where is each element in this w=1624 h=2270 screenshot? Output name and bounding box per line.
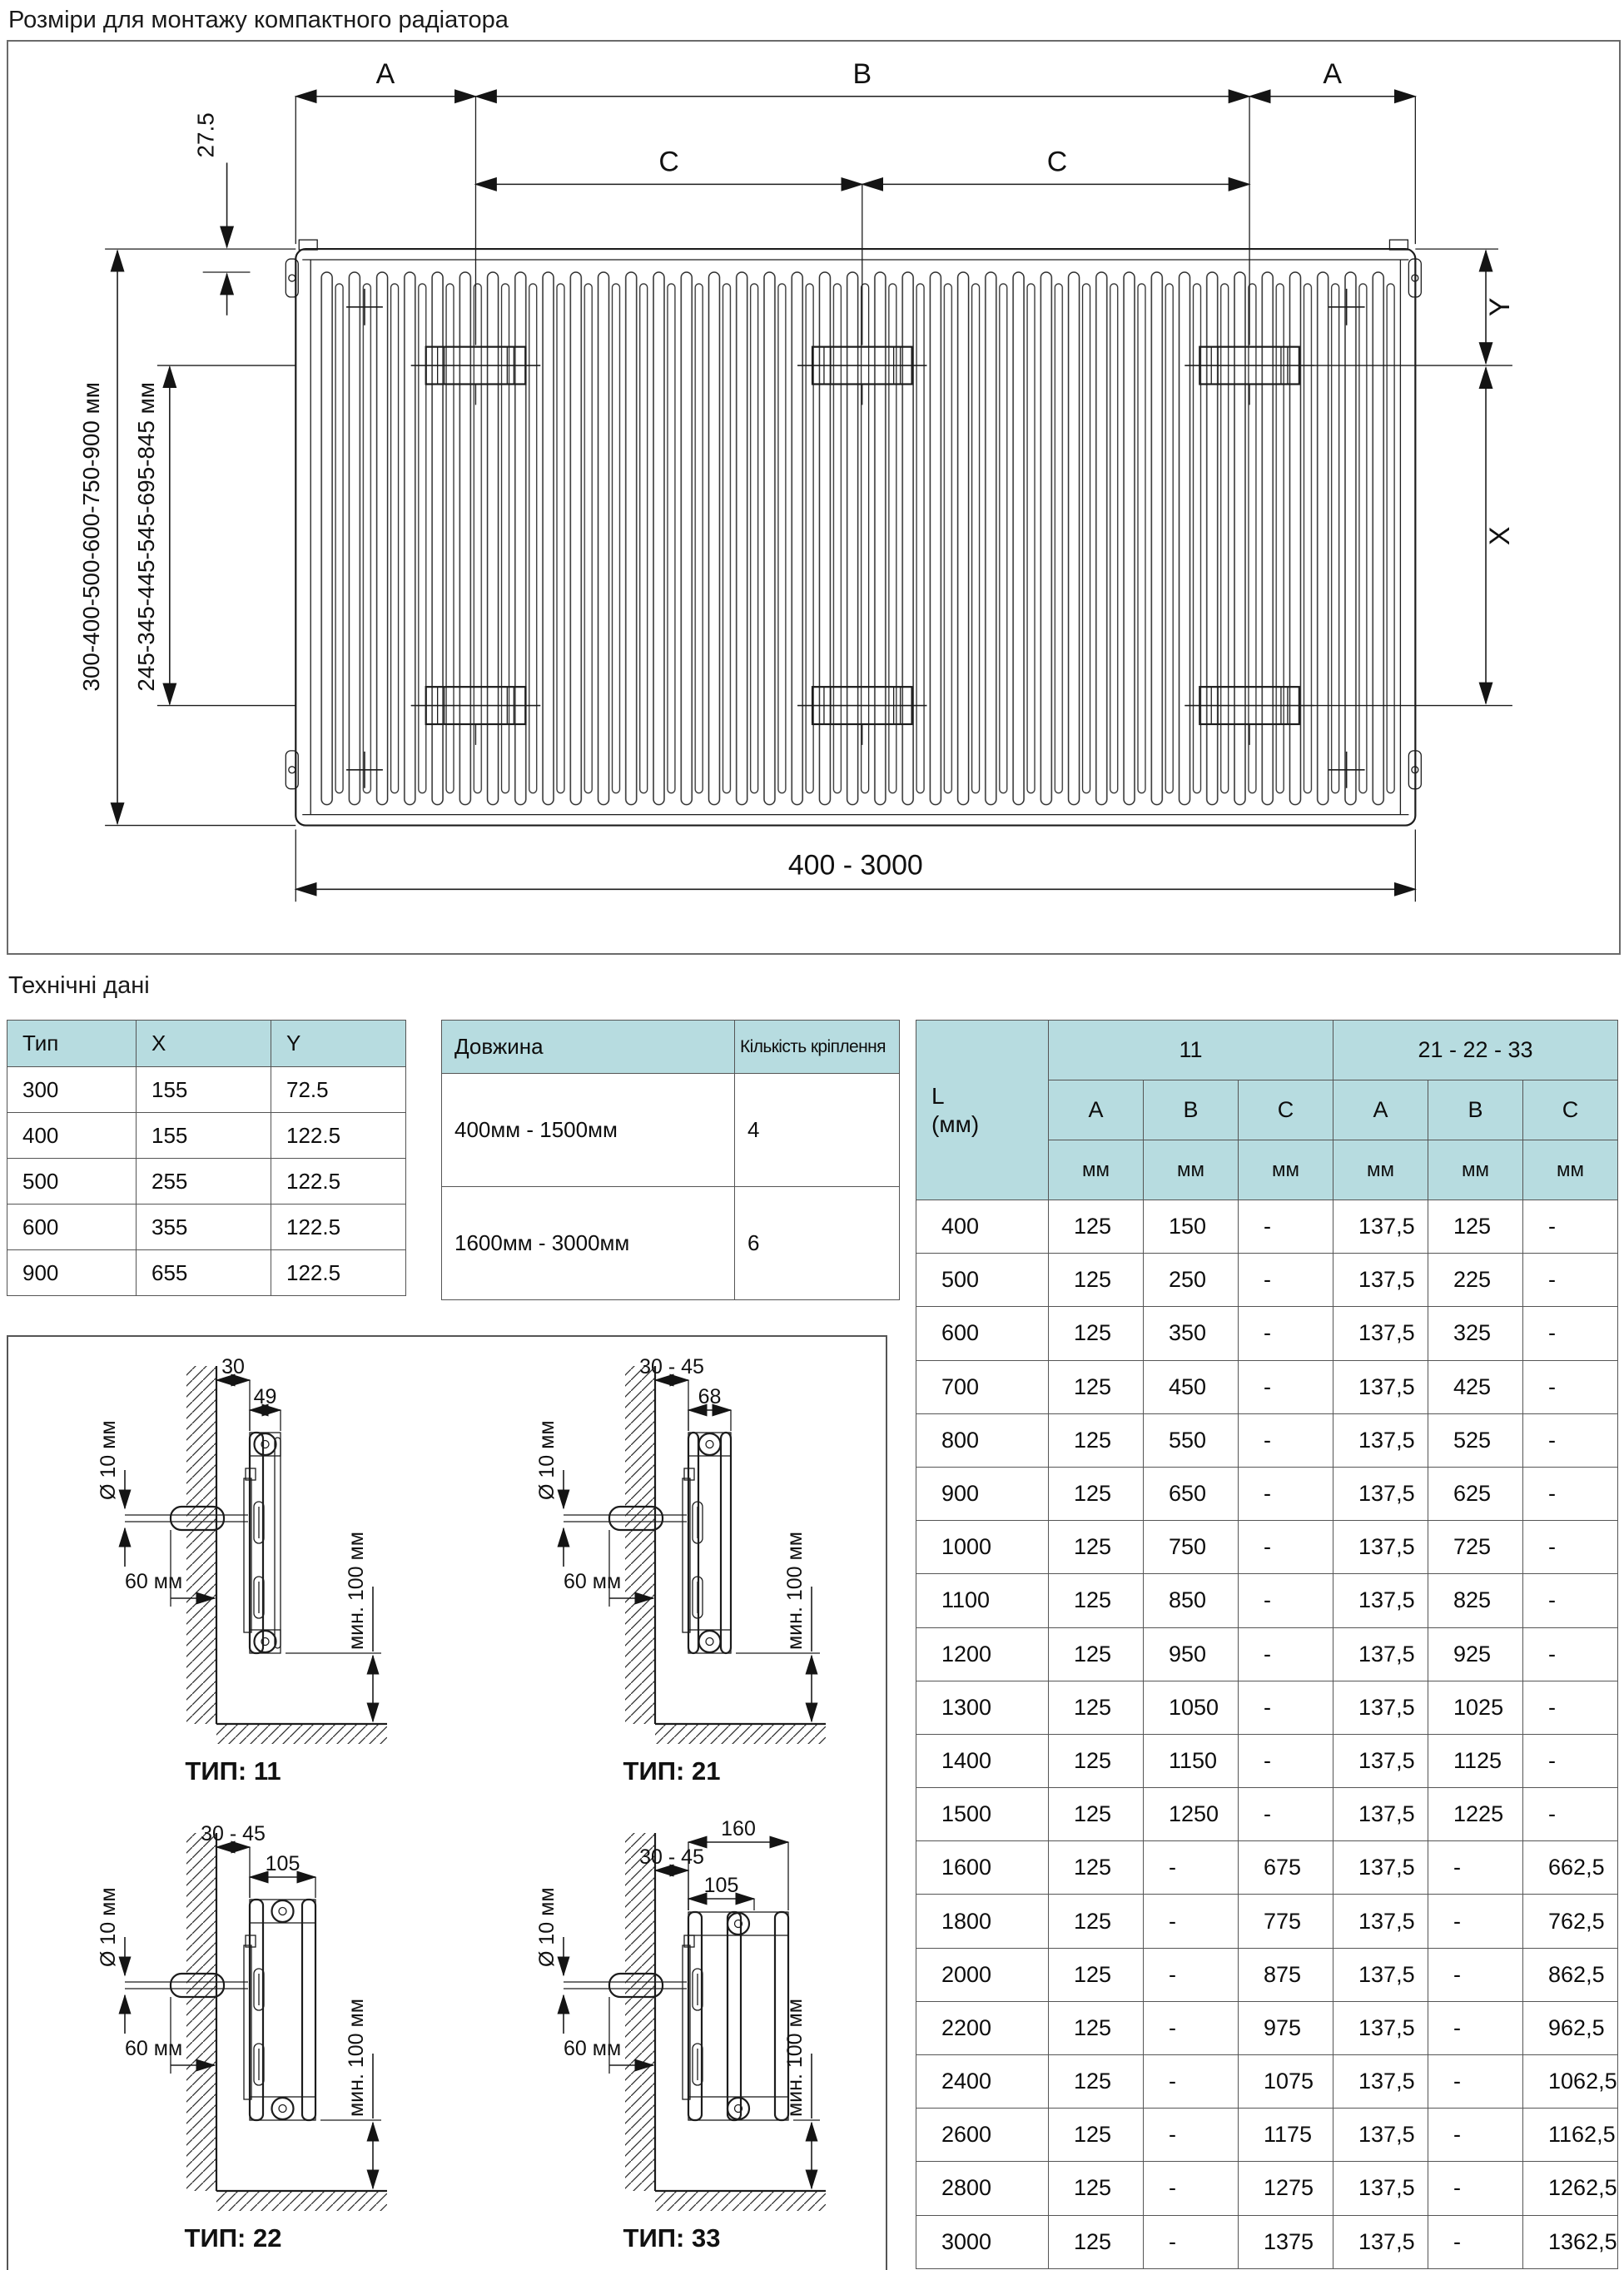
table-cell: 125 bbox=[1049, 1948, 1144, 2001]
table-row bbox=[916, 1895, 1618, 1948]
table-cell: - bbox=[1428, 1948, 1523, 2001]
hole-diameter-label: Ø 10 мм bbox=[97, 1887, 120, 1967]
table-cell: - bbox=[1523, 1627, 1618, 1681]
hole-diameter-label: Ø 10 мм bbox=[535, 1420, 559, 1500]
page-title: Розміри для монтажу компактного радіатора bbox=[8, 7, 509, 33]
table-cell: 137,5 bbox=[1333, 1734, 1428, 1787]
type-label: ТИП: 33 bbox=[623, 2223, 721, 2253]
anchor-depth-label: 60 мм bbox=[564, 1570, 622, 1593]
floor bbox=[655, 2191, 826, 2211]
table-cell: 1500 bbox=[916, 1788, 1049, 1841]
table-cell: 125 bbox=[1049, 1413, 1144, 1467]
table-cell: - bbox=[1144, 2055, 1239, 2109]
table-cell: - bbox=[1239, 1734, 1333, 1787]
table-cell: 125 bbox=[1049, 2162, 1144, 2215]
table-cell: 137,5 bbox=[1333, 1360, 1428, 1413]
table-cell: 1250 bbox=[1144, 1788, 1239, 1841]
table-cell: 1362,5 bbox=[1523, 2215, 1618, 2268]
dim-label-x: X bbox=[1483, 526, 1516, 546]
table-row bbox=[7, 1113, 406, 1159]
table-row bbox=[916, 1360, 1618, 1413]
table-cell: 2600 bbox=[916, 2109, 1049, 2162]
column-header: Y bbox=[271, 1021, 406, 1067]
table-cell: 137,5 bbox=[1333, 1467, 1428, 1520]
table-cell: 137,5 bbox=[1333, 1948, 1428, 2001]
table-cell: 125 bbox=[1049, 1574, 1144, 1627]
table-cell: 122.5 bbox=[271, 1113, 406, 1159]
table-cell: 137,5 bbox=[1333, 1895, 1428, 1948]
mount-diagram-type-33 bbox=[447, 1804, 886, 2270]
table-cell: 550 bbox=[1144, 1413, 1239, 1467]
dim-label-y: Y bbox=[1483, 297, 1516, 317]
table-cell: 1000 bbox=[916, 1521, 1049, 1574]
table-cell: 1600 bbox=[916, 1841, 1049, 1895]
table-row bbox=[7, 1205, 406, 1250]
table-cell: 400 bbox=[916, 1200, 1049, 1254]
table-row bbox=[916, 1841, 1618, 1895]
floor-clearance-label: мин. 100 мм bbox=[783, 1532, 807, 1650]
table-cell: - bbox=[1239, 1521, 1333, 1574]
table-cell: - bbox=[1428, 1841, 1523, 1895]
table-cell: 500 bbox=[916, 1254, 1049, 1307]
table-cell: 975 bbox=[1239, 2001, 1333, 2054]
unit-header: мм bbox=[1428, 1140, 1523, 1200]
unit-header: мм bbox=[1049, 1140, 1144, 1200]
table-cell: 137,5 bbox=[1333, 2055, 1428, 2109]
table-cell: 6 bbox=[735, 1187, 900, 1300]
table-cell: 1300 bbox=[916, 1681, 1049, 1734]
table-cell: 250 bbox=[1144, 1254, 1239, 1307]
table-cell: - bbox=[1523, 1200, 1618, 1254]
table-cell: 125 bbox=[1049, 2215, 1144, 2268]
table-cell: 125 bbox=[1049, 1681, 1144, 1734]
table-row bbox=[7, 1159, 406, 1205]
table-cell: - bbox=[1239, 1413, 1333, 1467]
table-cell: 625 bbox=[1428, 1467, 1523, 1520]
table-cell: 355 bbox=[137, 1205, 271, 1250]
table-cell: 125 bbox=[1049, 2055, 1144, 2109]
table-cell: 122.5 bbox=[271, 1250, 406, 1296]
table-cell: 650 bbox=[1144, 1467, 1239, 1520]
table-cell: - bbox=[1239, 1254, 1333, 1307]
fastener-count-table bbox=[441, 1020, 900, 1300]
table-row bbox=[916, 1734, 1618, 1787]
column-header: B bbox=[1144, 1080, 1239, 1140]
column-header: A bbox=[1049, 1080, 1144, 1140]
table-cell: 1375 bbox=[1239, 2215, 1333, 2268]
table-cell: 600 bbox=[916, 1307, 1049, 1360]
table-cell: - bbox=[1428, 2055, 1523, 2109]
table-row bbox=[442, 1187, 900, 1300]
table-row bbox=[916, 1307, 1618, 1360]
table-row bbox=[7, 1067, 406, 1113]
table-cell: 125 bbox=[1049, 1254, 1144, 1307]
dim-label-extra_depth: 105 bbox=[703, 1874, 739, 1897]
table-cell: - bbox=[1239, 1307, 1333, 1360]
dim-label-b: B bbox=[852, 57, 872, 90]
main-dimension-drawing-box bbox=[7, 40, 1621, 955]
table-cell: 122.5 bbox=[271, 1205, 406, 1250]
type-label: ТИП: 11 bbox=[185, 1756, 281, 1786]
table-cell: 125 bbox=[1049, 1467, 1144, 1520]
unit-header: мм bbox=[1239, 1140, 1333, 1200]
table-cell: 4 bbox=[735, 1074, 900, 1187]
table-cell: - bbox=[1144, 2109, 1239, 2162]
table-cell: - bbox=[1239, 1788, 1333, 1841]
fastener-table-header-row bbox=[442, 1021, 900, 1074]
table-cell: - bbox=[1144, 2215, 1239, 2268]
dim-label-c2: C bbox=[1046, 146, 1068, 178]
table-cell: - bbox=[1428, 2215, 1523, 2268]
table-row bbox=[916, 1200, 1618, 1254]
table-cell: - bbox=[1523, 1788, 1618, 1841]
table-cell: 1162,5 bbox=[1523, 2109, 1618, 2162]
mount-diagram-type-21 bbox=[447, 1337, 886, 1804]
table-row bbox=[916, 1574, 1618, 1627]
table-cell: 137,5 bbox=[1333, 1200, 1428, 1254]
table-cell: - bbox=[1523, 1681, 1618, 1734]
type-xy-table bbox=[7, 1020, 406, 1296]
table-cell: 137,5 bbox=[1333, 1841, 1428, 1895]
table-row bbox=[916, 2215, 1618, 2268]
table-row bbox=[916, 1948, 1618, 2001]
mount-diagrams-box bbox=[7, 1335, 887, 2270]
floor-clearance-label: мин. 100 мм bbox=[345, 1532, 368, 1650]
table-cell: 155 bbox=[137, 1113, 271, 1159]
table-cell: - bbox=[1523, 1254, 1618, 1307]
hole-diameter-label: Ø 10 мм bbox=[535, 1887, 559, 1967]
table-cell: - bbox=[1239, 1627, 1333, 1681]
dim-label-offset: 27.5 bbox=[192, 112, 219, 158]
table-cell: - bbox=[1239, 1200, 1333, 1254]
table-row bbox=[916, 1681, 1618, 1734]
table-cell: 125 bbox=[1428, 1200, 1523, 1254]
table-cell: 600 bbox=[7, 1205, 137, 1250]
table-cell: 500 bbox=[7, 1159, 137, 1205]
radiator-side-profile bbox=[250, 1433, 281, 1653]
table-cell: 675 bbox=[1239, 1841, 1333, 1895]
table-cell: 450 bbox=[1144, 1360, 1239, 1413]
table-cell: 762,5 bbox=[1523, 1895, 1618, 1948]
table-cell: 800 bbox=[916, 1413, 1049, 1467]
table-cell: 137,5 bbox=[1333, 1574, 1428, 1627]
table-cell: 125 bbox=[1049, 1307, 1144, 1360]
dim-label-wall_gap: 30 - 45 bbox=[639, 1355, 704, 1378]
column-header: X bbox=[137, 1021, 271, 1067]
table-row bbox=[916, 2055, 1618, 2109]
dim-label-depth: 160 bbox=[721, 1817, 756, 1840]
table-cell: 125 bbox=[1049, 1734, 1144, 1787]
table-cell: 400 bbox=[7, 1113, 137, 1159]
l-unit: (мм) bbox=[931, 1110, 980, 1137]
dim-label-bracket-range: 245-345-445-545-695-845 мм bbox=[132, 382, 159, 692]
table-cell: - bbox=[1523, 1521, 1618, 1574]
column-header: Кількість кріплення bbox=[735, 1021, 900, 1074]
table-cell: - bbox=[1239, 1360, 1333, 1413]
table-cell: 125 bbox=[1049, 1200, 1144, 1254]
column-header: Довжина bbox=[442, 1021, 735, 1074]
type-label: ТИП: 22 bbox=[184, 2223, 282, 2253]
table-cell: - bbox=[1239, 1574, 1333, 1627]
table-cell: 900 bbox=[7, 1250, 137, 1296]
table-cell: - bbox=[1523, 1734, 1618, 1787]
section-title: Технічні дані bbox=[8, 972, 150, 999]
table-cell: 725 bbox=[1428, 1521, 1523, 1574]
table-cell: 2000 bbox=[916, 1948, 1049, 2001]
table-row bbox=[916, 1254, 1618, 1307]
floor bbox=[216, 1724, 387, 1744]
table-cell: 1075 bbox=[1239, 2055, 1333, 2109]
dim-label-height-range: 300-400-500-600-750-900 мм bbox=[78, 382, 105, 692]
table-cell: - bbox=[1144, 2162, 1239, 2215]
table-cell: 400мм - 1500мм bbox=[442, 1074, 735, 1187]
column-header: B bbox=[1428, 1080, 1523, 1140]
table-cell: 1150 bbox=[1144, 1734, 1239, 1787]
radiator-side-profile bbox=[688, 1912, 788, 2120]
table-cell: 300 bbox=[7, 1067, 137, 1113]
table-row bbox=[442, 1074, 900, 1187]
table-cell: - bbox=[1144, 1841, 1239, 1895]
dim-label-depth: 68 bbox=[698, 1385, 722, 1408]
table-cell: - bbox=[1428, 2001, 1523, 2054]
wall bbox=[625, 1833, 655, 2191]
table-cell: 125 bbox=[1049, 2109, 1144, 2162]
floor-clearance-label: мин. 100 мм bbox=[345, 1999, 368, 2117]
wall-bracket bbox=[683, 1935, 703, 2099]
type-label: ТИП: 21 bbox=[623, 1756, 721, 1786]
table-cell: 875 bbox=[1239, 1948, 1333, 2001]
dim-label-a2: A bbox=[1323, 57, 1343, 90]
table-cell: 925 bbox=[1428, 1627, 1523, 1681]
floor-clearance-label: мин. 100 мм bbox=[783, 1999, 807, 2117]
dim-label-wall_gap: 30 - 45 bbox=[201, 1822, 266, 1845]
table-cell: 137,5 bbox=[1333, 2109, 1428, 2162]
table-cell: 137,5 bbox=[1333, 1413, 1428, 1467]
radiator-front-view-drawing bbox=[8, 42, 1616, 950]
anchor-depth-label: 60 мм bbox=[564, 2037, 622, 2060]
table-cell: 255 bbox=[137, 1159, 271, 1205]
table-cell: 125 bbox=[1049, 1360, 1144, 1413]
table-cell: 72.5 bbox=[271, 1067, 406, 1113]
group-header: 21 - 22 - 33 bbox=[1333, 1021, 1618, 1080]
table-cell: 1125 bbox=[1428, 1734, 1523, 1787]
table-cell: 525 bbox=[1428, 1413, 1523, 1467]
table-row bbox=[916, 1627, 1618, 1681]
wall bbox=[186, 1833, 216, 2191]
table-cell: 137,5 bbox=[1333, 1307, 1428, 1360]
column-header: A bbox=[1333, 1080, 1428, 1140]
table-cell: 1050 bbox=[1144, 1681, 1239, 1734]
floor bbox=[216, 2191, 387, 2211]
mount-diagram-type-22 bbox=[8, 1804, 447, 2270]
table-cell: 1800 bbox=[916, 1895, 1049, 1948]
table-cell: 850 bbox=[1144, 1574, 1239, 1627]
table-cell: 125 bbox=[1049, 1841, 1144, 1895]
anchor-depth-label: 60 мм bbox=[125, 2037, 183, 2060]
table-cell: 1400 bbox=[916, 1734, 1049, 1787]
table-row bbox=[916, 1521, 1618, 1574]
table-cell: 2400 bbox=[916, 2055, 1049, 2109]
dim-label-wall_gap: 30 - 45 bbox=[639, 1845, 704, 1869]
table-cell: - bbox=[1523, 1467, 1618, 1520]
group-header: 11 bbox=[1049, 1021, 1333, 1080]
column-header: C bbox=[1523, 1080, 1618, 1140]
l-label: L bbox=[931, 1082, 945, 1109]
anchor-depth-label: 60 мм bbox=[125, 1570, 183, 1593]
dim-label-a1: A bbox=[375, 57, 395, 90]
table-cell: 125 bbox=[1049, 1627, 1144, 1681]
table-cell: 137,5 bbox=[1333, 2001, 1428, 2054]
radiator-body bbox=[286, 240, 1512, 825]
table-cell: 137,5 bbox=[1333, 1788, 1428, 1841]
table-cell: 700 bbox=[916, 1360, 1049, 1413]
table-cell: - bbox=[1144, 1948, 1239, 2001]
table-cell: 2800 bbox=[916, 2162, 1049, 2215]
table-cell: - bbox=[1428, 2109, 1523, 2162]
dim-label-length-range: 400 - 3000 bbox=[787, 849, 923, 882]
table-cell: 1600мм - 3000мм bbox=[442, 1187, 735, 1300]
table-cell: - bbox=[1428, 1895, 1523, 1948]
column-header: Тип bbox=[7, 1021, 137, 1067]
table-cell: 962,5 bbox=[1523, 2001, 1618, 2054]
table-cell: - bbox=[1523, 1360, 1618, 1413]
wall bbox=[625, 1366, 655, 1724]
table-cell: 662,5 bbox=[1523, 1841, 1618, 1895]
table-row bbox=[916, 2162, 1618, 2215]
table-cell: 325 bbox=[1428, 1307, 1523, 1360]
unit-header: мм bbox=[1333, 1140, 1428, 1200]
dim-label-depth: 49 bbox=[253, 1385, 277, 1408]
table-cell: 1262,5 bbox=[1523, 2162, 1618, 2215]
table-cell: 750 bbox=[1144, 1521, 1239, 1574]
wall-bracket bbox=[683, 1468, 703, 1632]
table-cell: 3000 bbox=[916, 2215, 1049, 2268]
unit-header: мм bbox=[1523, 1140, 1618, 1200]
floor bbox=[655, 1724, 826, 1744]
table-cell: 150 bbox=[1144, 1200, 1239, 1254]
table-cell: 155 bbox=[137, 1067, 271, 1113]
table-cell: 125 bbox=[1049, 1895, 1144, 1948]
table-cell: 775 bbox=[1239, 1895, 1333, 1948]
table-cell: 655 bbox=[137, 1250, 271, 1296]
radiator-fins bbox=[318, 270, 1397, 807]
table-cell: 950 bbox=[1144, 1627, 1239, 1681]
table-cell: - bbox=[1239, 1681, 1333, 1734]
table-cell: 125 bbox=[1049, 1521, 1144, 1574]
table-cell: 225 bbox=[1428, 1254, 1523, 1307]
table-cell: 1275 bbox=[1239, 2162, 1333, 2215]
table-cell: - bbox=[1523, 1307, 1618, 1360]
table-cell: 350 bbox=[1144, 1307, 1239, 1360]
table-cell: 137,5 bbox=[1333, 1521, 1428, 1574]
table-cell: 1062,5 bbox=[1523, 2055, 1618, 2109]
table-cell: 900 bbox=[916, 1467, 1049, 1520]
table-row bbox=[916, 2001, 1618, 2054]
table-row bbox=[916, 2109, 1618, 2162]
table-cell: 1100 bbox=[916, 1574, 1049, 1627]
type-table-header-row bbox=[7, 1021, 406, 1067]
table-cell: 2200 bbox=[916, 2001, 1049, 2054]
table-cell: - bbox=[1523, 1413, 1618, 1467]
table-cell: 825 bbox=[1428, 1574, 1523, 1627]
table-cell: 137,5 bbox=[1333, 2215, 1428, 2268]
length-dimension-table bbox=[916, 1020, 1618, 2269]
hole-diameter-label: Ø 10 мм bbox=[97, 1420, 120, 1500]
table-cell: - bbox=[1144, 1895, 1239, 1948]
table-row bbox=[916, 1467, 1618, 1520]
column-header: C bbox=[1239, 1080, 1333, 1140]
wall-bracket bbox=[244, 1935, 264, 2099]
dim-label-c1: C bbox=[658, 146, 679, 178]
table-cell: 1025 bbox=[1428, 1681, 1523, 1734]
table-cell: 137,5 bbox=[1333, 1681, 1428, 1734]
table-cell: 137,5 bbox=[1333, 1627, 1428, 1681]
table-row bbox=[916, 1788, 1618, 1841]
column-header-l bbox=[916, 1021, 1049, 1200]
table-row bbox=[7, 1250, 406, 1296]
table-cell: - bbox=[1144, 2001, 1239, 2054]
table-cell: 425 bbox=[1428, 1360, 1523, 1413]
table-cell: 1200 bbox=[916, 1627, 1049, 1681]
unit-header: мм bbox=[1144, 1140, 1239, 1200]
table-cell: 122.5 bbox=[271, 1159, 406, 1205]
dim-label-depth: 105 bbox=[265, 1852, 300, 1875]
table-cell: 137,5 bbox=[1333, 2162, 1428, 2215]
table-cell: 862,5 bbox=[1523, 1948, 1618, 2001]
table-cell: 125 bbox=[1049, 2001, 1144, 2054]
table-cell: - bbox=[1239, 1467, 1333, 1520]
mount-diagram-type-11 bbox=[8, 1337, 447, 1804]
table-cell: 1225 bbox=[1428, 1788, 1523, 1841]
table-cell: 125 bbox=[1049, 1788, 1144, 1841]
table-row bbox=[916, 1413, 1618, 1467]
wall bbox=[186, 1366, 216, 1724]
dim-label-wall_gap: 30 bbox=[221, 1355, 245, 1378]
table-cell: - bbox=[1428, 2162, 1523, 2215]
table-cell: 137,5 bbox=[1333, 1254, 1428, 1307]
table-cell: 1175 bbox=[1239, 2109, 1333, 2162]
wall-bracket bbox=[244, 1468, 264, 1632]
table-cell: - bbox=[1523, 1574, 1618, 1627]
